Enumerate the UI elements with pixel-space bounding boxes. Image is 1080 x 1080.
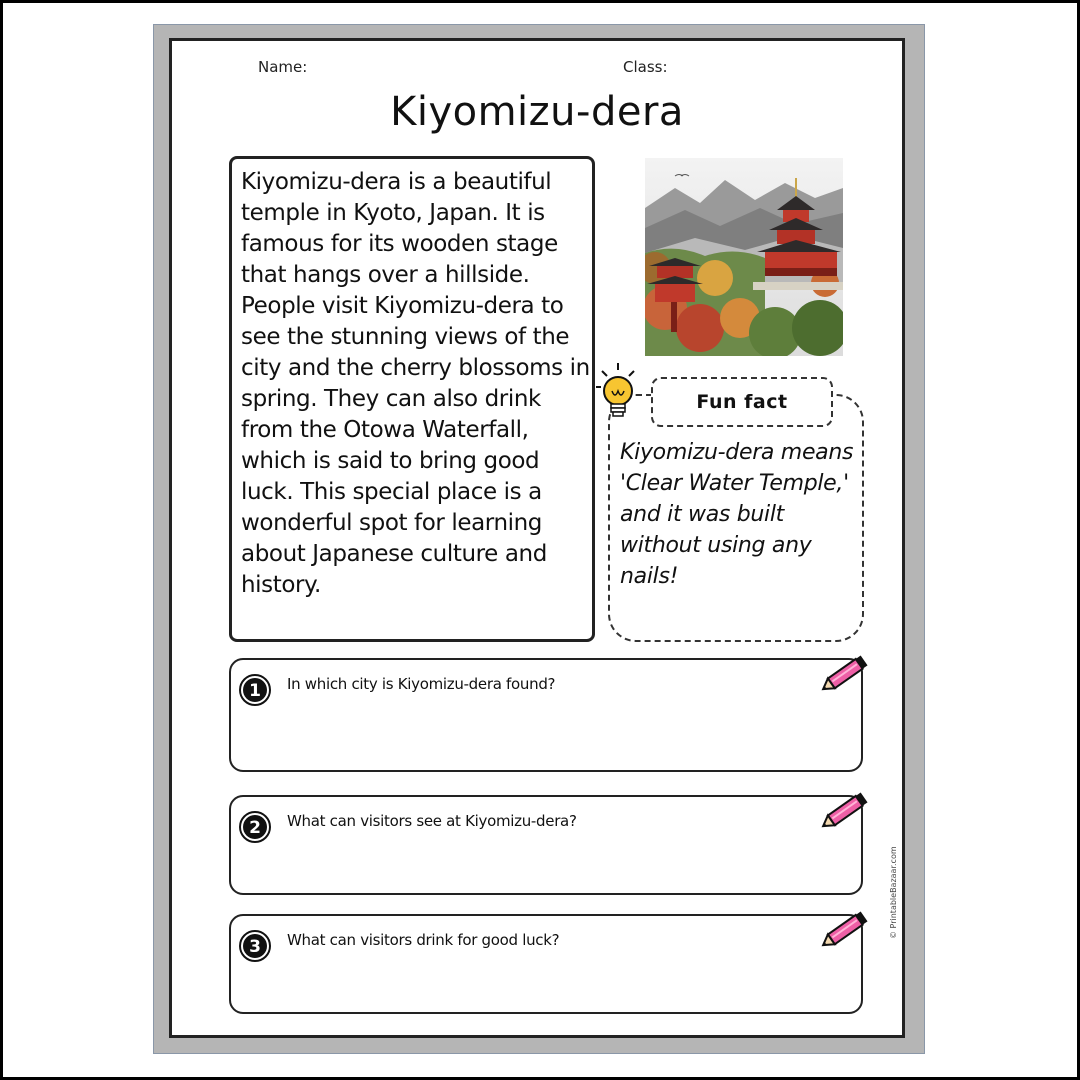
number-badge-2 [239,811,271,843]
question-text-1: In which city is Kiyomizu-dera found? [287,675,556,693]
question-text-3: What can visitors drink for good luck? [287,931,560,949]
question-box-2[interactable] [229,795,863,895]
copyright-text: © PrintableBazaar.com [889,846,898,939]
reading-passage-text: Kiyomizu-dera is a beautiful temple in Kyoto, Japan. It is famous for its wooden stage that hangs over a hillside. People visit Kiyomizu-dera to see the stunning views of the city and the cherry blossoms in spring. They can also drink from the Otowa Waterfall, which is said to bring good luck. This special place is a wonderful spot for learning about Japanese culture and history. [241,169,590,598]
svg-text:1: 1 [249,681,261,701]
question-text-2: What can visitors see at Kiyomizu-dera? [287,812,577,830]
name-label: Name: [258,58,308,76]
question-box-3[interactable] [229,914,863,1014]
fun-fact-text: Kiyomizu-dera means 'Clear Water Temple,' and it was built without using any nails! [620,440,854,589]
question-box-1[interactable] [229,658,863,772]
temple-illustration [645,158,843,356]
svg-text:3: 3 [249,937,261,957]
number-badge-1 [239,674,271,706]
pencil-icon [819,652,871,698]
reading-passage-box [229,156,595,642]
number-badge-3 [239,930,271,962]
fun-fact-label: Fun fact [651,377,833,427]
class-label: Class: [623,58,668,76]
svg-text:2: 2 [249,818,261,838]
pencil-icon [819,908,871,954]
page-title: Kiyomizu-dera [390,89,684,135]
worksheet-page [169,38,905,1038]
lightbulb-icon [596,361,642,423]
pencil-icon [819,789,871,835]
